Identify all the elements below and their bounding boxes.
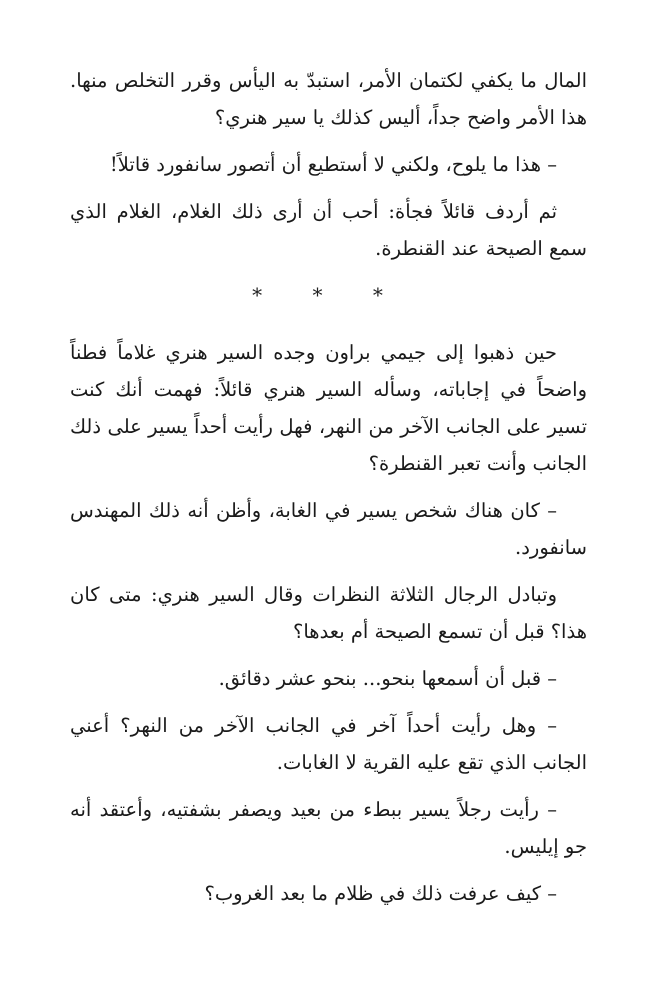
dialog-line: – هذا ما يلوح، ولكني لا أستطيع أن أتصور سانفورد قاتلاً! <box>109 153 557 176</box>
dialog-line: – كيف عرفت ذلك في ظلام ما بعد الغروب؟ <box>204 882 557 905</box>
dialog-line: – كان هناك شخص يسير في الغابة، وأظن أنه ذلك المهندس سانفورد. <box>70 499 587 559</box>
dialog-line: – قبل أن أسمعها بنحو... بنحو عشر دقائق. <box>218 667 557 690</box>
book-page <box>70 62 587 922</box>
paragraph: حين ذهبوا إلى جيمي براون وجده السير هنري غلاماً فطناً واضحاً في إجاباته، وسأله السير هنري قائلاً: فهمت أنك كنت تسير على الجانب الآخر من النهر، فهل رأيت أحداً يسير على ذلك الجانب وأنت تعبر القنطرة؟ <box>70 341 587 475</box>
dialog-line: – وهل رأيت أحداً آخر في الجانب الآخر من النهر؟ أعني الجانب الذي تقع عليه القرية لا الغابات. <box>70 714 587 774</box>
section-separator: * * * <box>252 283 405 307</box>
dialog-line: – رأيت رجلاً يسير ببطء من بعيد ويصفر بشفتيه، وأعتقد أنه جو إيليس. <box>70 798 587 858</box>
paragraph: ثم أردف قائلاً فجأة: أحب أن أرى ذلك الغلام، الغلام الذي سمع الصيحة عند القنطرة. <box>70 200 587 260</box>
paragraph: المال ما يكفي لكتمان الأمر، استبدّ به اليأس وقرر التخلص منها. هذا الأمر واضح جداً، أليس كذلك يا سير هنري؟ <box>70 69 587 129</box>
paragraph: وتبادل الرجال الثلاثة النظرات وقال السير هنري: متى كان هذا؟ قبل أن تسمع الصيحة أم بعدها؟ <box>70 583 587 643</box>
